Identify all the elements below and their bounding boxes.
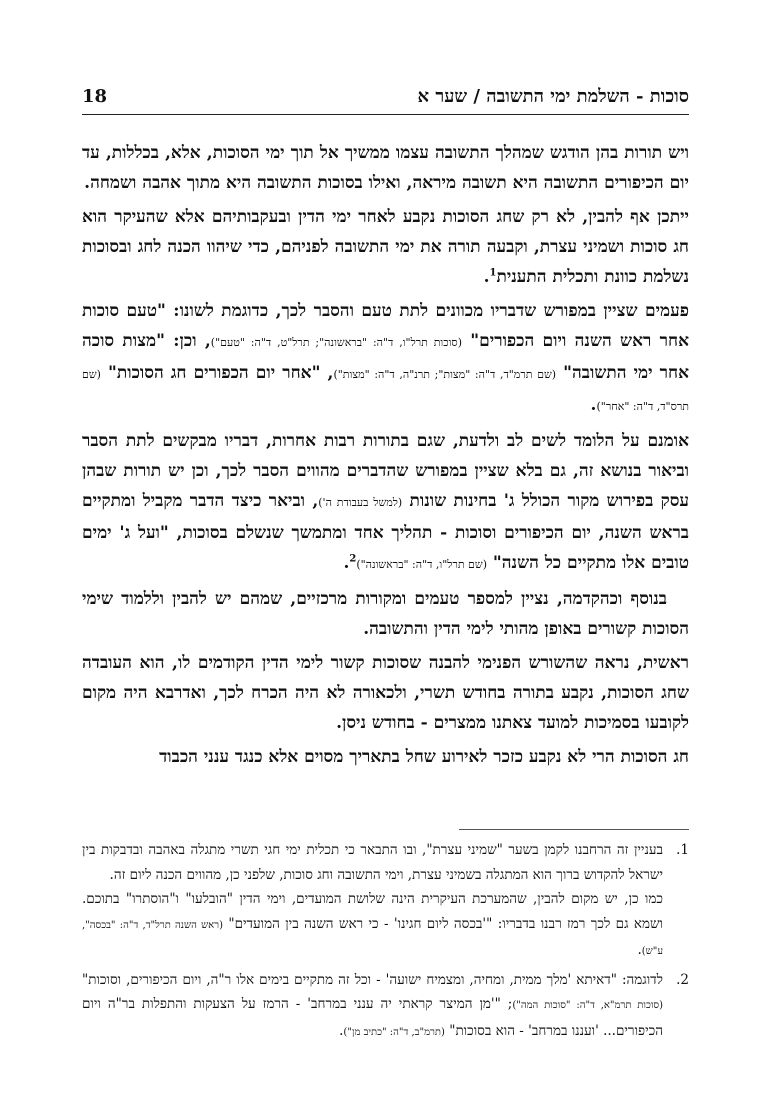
paragraph-2: ייתכן אף להבין, לא רק שחג הסוכות נקבע לאחר ימי הדין ובעקבותיהם אלא שהעיקר הוא חג סוכות ושמיני עצרת, וקבעה תורה את ימי התשובה לפניהם, כדי שיהוו הכנה לחג ובסוכות נשלמת כוונת ותכלית התענית$^1$. [82, 207, 689, 287]
source-citation: (ראש השנה תרל"ד, ד"ה: "בכסה", ע"ש) [82, 919, 663, 957]
paragraph-3: פעמים שציין במפורש שדבריו מכוונים לתת טעם והסבר לכך, כדוגמת לשונו: "טעם סוכות אחר ראש השנה ויום הכפורים" (סוכות תרל"ו, ד"ה: "בראשונה"; תרל"ט, ד"ה: "טעם"), וכן: "מצות סוכה אחר ימי התשובה" (שם תרמ"ד, ד"ה: "מצות"; תרנ"ה, ד"ה: "מצות"), "אחר יום הכפורים חג הסוכות" (שם תרס"ד, ד"ה: "אחר"). [82, 301, 690, 415]
source-citation: (שם תרמ"ד, ד"ה: "מצות"; תרנ"ה, ד"ה: "מצות") [333, 368, 557, 381]
footnote-2-text-b: ; "'מן המיצר קראתי יה ענני במרחב' - הרמז על הצעקות והתפלות בר"ה ויום הכיפורים... 'ועננו במרחב' - הוא בסוכות" [82, 996, 663, 1039]
page-number: 18 [82, 86, 108, 107]
footnote-separator [459, 829, 689, 830]
footnote-number: 1. [676, 842, 689, 858]
main-text [82, 138, 689, 776]
paragraph-2-text: ייתכן אף להבין, לא רק שחג הסוכות נקבע לאחר ימי הדין ובעקבותיהם אלא שהעיקר הוא חג סוכות ושמיני עצרת, וקבעה תורה את ימי התשובה לפניהם, כדי שיהוו הכנה לחג ובסוכות נשלמת כוונת ותכלית התענית [82, 207, 689, 287]
source-citation: (שם תרל"ו, ד"ה: "בראשונה") [356, 558, 487, 571]
footnote-2-text-a: לדוגמה: "דאיתא 'מלך ממית, ומחיה, ומצמיח ישועה' - וכל זה מתקיים בימים אלו ר"ה, ויום הכיפורים, וסוכות" [82, 971, 663, 988]
footnote-1-text-a: בעניין זה הרחבנו לקמן בשער "שמיני עצרת", ובו התבאר כי תכלית ימי חגי תשרי מתגלה באהבה ובדבקות בין ישראל להקדוש ברוך הוא המתגלה בשמיני עצרת, וימי התשובה וחג סוכות, שלפני כן, מהווים הכנה ליום זה. [82, 842, 663, 883]
footnotes [82, 838, 689, 1048]
footnote-1-text-b: כמו כן, יש מקום להבין, שהמערכת העיקרית הינה שלושת המועדים, וימי הדין "הובלעו" ו"הוסתרו" בתוכם. ושמא גם לכך רמז רבנו בדבריו: "'בכסה ליום חגינו' - כי ראש השנה בין המועדים" [82, 891, 664, 932]
footnote-number: 2. [676, 971, 689, 988]
paragraph-1: ויש תורות בהן הודגש שמהלך התשובה עצמו ממשיך אל תוך ימי הסוכות, אלא, בכללות, עד יום הכיפורים התשובה היא תשובה מיראה, ואילו בסוכות התשובה היא מתוך אהבה ושמחה. [82, 143, 689, 193]
paragraph-4-text-a: אומנם על הלומד לשים לב ולדעת, שגם בתורות רבות אחרות, דבריו מבקשים לתת הסבר וביאור בנושא זה, גם בלא שציין במפורש שהדברים מהווים הסבר לכך, וכן יש תורות שבהן עסק בפירוש מקור הכולל ג' בחינות שונות [82, 431, 690, 511]
paragraph-4: אומנם על הלומד לשים לב ולדעת, שגם בתורות רבות אחרות, דבריו מבקשים לתת הסבר וביאור בנושא זה, גם בלא שציין במפורש שהדברים מהווים הסבר לכך, וכן יש תורות שבהן עסק בפירוש מקור הכולל ג' בחינות שונות (למשל בעבודת ה'), וביאר כיצד הדבר מקביל ומתקיים בראש השנה, יום הכיפורים וסוכות - תהליך אחד ומתמשך שנשלם בסוכות, "ועל ג' ימים טובים אלו מתקיים כל השנה" (שם תרל"ו, ד"ה: "בראשונה")$^2$. [82, 431, 690, 573]
running-title: סוכות - השלמת ימי התשובה / שער א [417, 86, 689, 107]
paragraph-4-text-b: , וביאר כיצד הדבר מקביל ומתקיים בראש השנה, יום הכיפורים וסוכות - תהליך אחד ומתמשך שנשלם בסוכות, "ועל ג' ימים טובים אלו מתקיים כל השנה" [82, 491, 689, 573]
footnote-1-text-b-wrap: כמו כן, יש מקום להבין, שהמערכת העיקרית הינה שלושת המועדים, וימי הדין "הובלעו" ו"הוסתרו" בתוכם. ושמא גם לכך רמז רבנו בדבריו: "'בכסה ליום חגינו' - כי ראש השנה בין המועדים" (ראש השנה תרל"ד, ד"ה: "בכסה", ע"ש). [82, 891, 664, 958]
footnote-2-wrap: לדוגמה: "דאיתא 'מלך ממית, ומחיה, ומצמיח ישועה' - וכל זה מתקיים בימים אלו ר"ה, ויום הכיפורים, וסוכות" (סוכות תרמ"א, ד"ה: "סוכות המה"); "'מן המיצר קראתי יה ענני במרחב' - הרמז על הצעקות והתפלות בר"ה ויום הכיפורים... 'ועננו במרחב' - הוא בסוכות" (תרמ"ב, ד"ה: "כתיב מן"). [82, 971, 664, 1039]
source-citation: (תרמ"ב, ד"ה: "כתיב מן") [343, 1026, 445, 1038]
paragraph-5: בנוסף וכהקדמה, נציין למספר טעמים ומקורות מרכזיים, שמהם יש להבין וללמוד שימי הסוכות קשורים באופן מהותי לימי הדין והתשובה. [82, 589, 689, 639]
source-citation: (שם תרס"ד, ד"ה: "אחר") [82, 368, 689, 413]
page-header [82, 84, 689, 115]
source-citation: (למשל בעבודת ה') [318, 496, 403, 509]
paragraph-3-text-c: , "אחר יום הכפורים חג הסוכות" [108, 363, 334, 383]
paragraph-3-text-b: , וכן: "מצות סוכה אחר ימי התשובה" [82, 331, 690, 383]
paragraph-3-text-a: פעמים שציין במפורש שדבריו מכוונים לתת טעם והסבר לכך, כדוגמת לשונו: "טעם סוכות אחר ראש השנה ויום הכפורים" [82, 301, 689, 351]
footnote-1 [82, 838, 689, 965]
source-citation: (סוכות תרמ"א, ד"ה: "סוכות המה") [512, 1000, 664, 1011]
paragraph-7: חג הסוכות הרי לא נקבע כזכר לאירוע שחל בתאריך מסוים אלא כנגד ענני הכבוד [159, 747, 689, 767]
footnote-ref-2[interactable]: 2 [349, 553, 357, 565]
footnote-ref-1[interactable]: 1 [489, 267, 497, 279]
paragraph-6: ראשית, נראה שהשורש הפנימי להבנה שסוכות קשור לימי הדין הקודמים לו, הוא העובדה שחג הסוכות, נקבע בתורה בחודש תשרי, ולכאורה לא היה הכרח לכך, ואדרבא היה מקום לקובעו בסמיכות למועד צאתנו ממצרים - בחודש ניסן. [82, 653, 689, 733]
footnote-2 [82, 968, 689, 1046]
source-citation: (סוכות תרל"ו, ד"ה: "בראשונה"; תרל"ט, ד"ה: "טעם") [210, 336, 462, 349]
